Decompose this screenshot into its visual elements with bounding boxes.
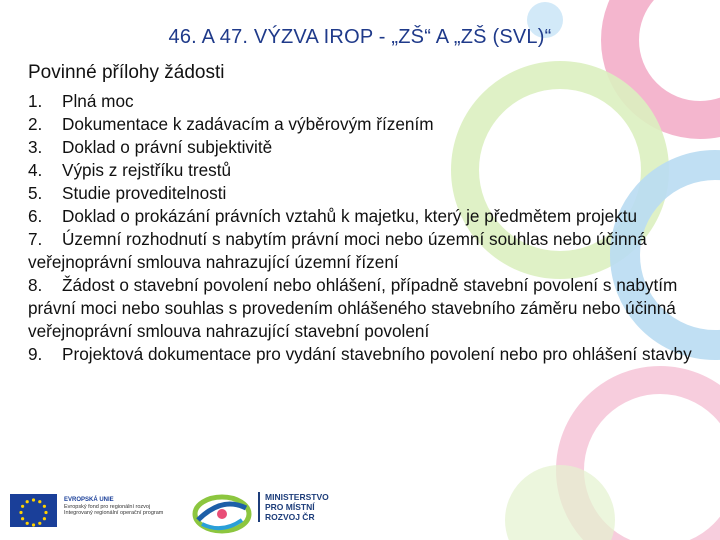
item-text: Projektová dokumentace pro vydání stavebního povolení nebo pro ohlášení stavby [62,344,692,364]
ministry-line-2: PRO MÍSTNÍ [265,502,315,512]
eu-fund-line: Evropský fond pro regionální rozvoj [64,503,151,510]
item-text: Studie proveditelnosti [62,183,227,203]
list-item [28,136,696,159]
eu-name: EVROPSKÁ UNIE [64,497,114,503]
item-text: Dokumentace k zadávacím a výběrovým řízením [62,114,434,134]
item-text: Doklad o právní subjektivitě [62,137,273,157]
item-number: 1. [28,91,43,111]
item-text: Žádost o stavební povolení nebo ohlášení, případně stavební povolení s nabytím právní moci nebo souhlas s provedením ohlášeného stavebního záměru nebo účinná veřejnoprávní smlouva nahrazující stavební povolení [28,275,678,341]
list-item [28,343,696,366]
item-number: 8. [28,275,43,295]
item-text: Územní rozhodnutí s nabytím právní moci nebo územní souhlas nebo účinná veřejnoprávní smlouva nahrazující územní řízení [28,229,647,272]
item-number: 6. [28,206,43,226]
attachments-list [28,90,696,366]
ministry-logo [258,492,329,522]
list-item [28,182,696,205]
item-number: 3. [28,137,43,157]
eu-program-line: Integrovaný regionální operační program [64,510,164,516]
item-text: Doklad o prokázání právních vztahů k majetku, který je předmětem projektu [62,206,638,226]
eu-flag-icon [10,494,57,527]
item-number: 5. [28,183,43,203]
list-item [28,90,696,113]
list-item [28,159,696,182]
ministry-line-1: MINISTERSTVO [265,492,329,502]
irop-logo-icon [192,490,252,534]
eu-logo-text [64,497,163,517]
ministry-line-3: ROZVOJ ČR [265,512,315,522]
item-number: 2. [28,114,43,134]
list-item [28,274,696,343]
list-item [28,113,696,136]
item-text: Plná moc [62,91,134,111]
item-number: 4. [28,160,43,180]
list-item [28,228,696,274]
green-blob [505,465,615,540]
footer-logos [10,490,370,535]
item-number: 7. [28,229,43,249]
list-item [28,205,696,228]
slide-title: 46. A 47. VÝZVA IROP - „ZŠ“ A „ZŠ (SVL)“ [168,26,552,48]
item-text: Výpis z rejstříku trestů [62,160,232,180]
slide-subtitle: Povinné přílohy žádosti [28,62,225,83]
item-number: 9. [28,344,43,364]
